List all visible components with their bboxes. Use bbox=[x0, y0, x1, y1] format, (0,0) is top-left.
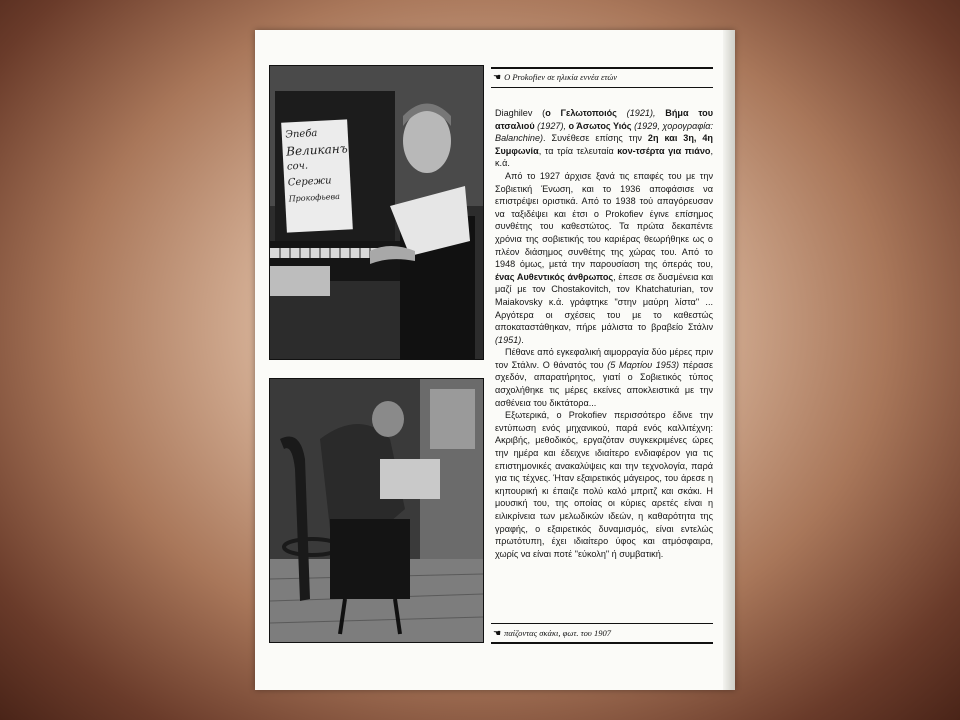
chess-scene-illustration bbox=[270, 379, 483, 642]
score-handwriting bbox=[285, 124, 349, 207]
pointing-hand-icon: ☚ bbox=[493, 72, 502, 82]
page-binding-edge bbox=[723, 30, 735, 690]
caption-top bbox=[493, 72, 617, 83]
caption-bottom-text: παίζοντας σκάκι, φωτ. του 1907 bbox=[504, 628, 611, 638]
caption-bottom bbox=[493, 628, 611, 639]
piano-scene-illustration bbox=[270, 66, 483, 359]
scanned-page bbox=[255, 30, 735, 690]
top-rule bbox=[491, 67, 713, 69]
caption-top-text: O Prokofiev σε ηλικία εννέα ετών bbox=[504, 72, 618, 82]
paragraph-3: Πέθανε από εγκεφαλική αιμορραγία δύο μέρες πριν τον Στάλιν. Ο θάνατός του (5 Μαρτίου 1953) πέρασε σχεδόν, απαρατήρητος, γιατί ο Σοβιετικός τύπος ασχολήθηκε τις μέρες εκείνες αποκλειστικά με την ασθένεια του δικτάτορα... bbox=[495, 347, 714, 408]
score-line: Прокофьева bbox=[288, 191, 341, 204]
bottom-caption-rule bbox=[491, 623, 713, 624]
photo-boy-at-piano bbox=[269, 65, 484, 360]
article-body bbox=[495, 107, 713, 560]
score-line: Сережи bbox=[287, 175, 332, 189]
score-line: Великанъ bbox=[285, 141, 349, 159]
paragraph-4: Εξωτερικά, ο Prokofiev περισσότερο έδινε την εντύπωση ενός μηχανικού, παρά ενός καλλιτέχνη: Ακριβής, μεθοδικός, εργαζόταν συγκεκριμένες ώρες την ημέρα και έδειχνε ιδιαίτερο ενδιαφέρον για τις επιστημονικές ανακαλύψεις και την τεχνολογία, παρά για τις τέχνες. Ήταν εξαιρετικός μάγειρος, του άρεσε η κηπουρική κι έπαιζε πολύ καλό μπριτζ και σκάκι. Η μουσική του, της οποίας οι κύριες αρετές είναι η ειλικρίνεια των μελωδικών ιδεών, η καθαρότητα της γραφής, ο εξαιρετικός δυναμισμός, είναι εντελώς πρωτότυπη, έχει ιδιαίτερο ύφος και ατμόσφαιρα, χωρίς να είναι ποτέ "εύκολη" ή συμβατική. bbox=[495, 410, 713, 559]
bottom-rule bbox=[491, 642, 713, 644]
caption-rule bbox=[491, 87, 713, 88]
score-line: Эпеба bbox=[285, 127, 318, 141]
photo-playing-chess bbox=[269, 378, 484, 643]
paragraph-2: Από το 1927 άρχισε ξανά τις επαφές του με την Σοβιετική Ένωση, και το 1936 αποφάσισε να επιστρέψει οριστικά. Από το 1938 τού απαγόρευσαν να ταξιδέψει και έτσι ο Prokofiev έγινε επίσημος συνθέτης του καθεστώτος. Τα πρώτα δεκαπέντε χρόνια της σοβιετικής του καριέρας θεωρήθηκε ως ο πλέον διάσημος συνθέτης της χώρας του. Από το 1948 όμως, μετά την παρουσίαση της όπεράς του, ένας Αυθεντικός άνθρωπος, έπεσε σε δυσμένεια και μαζί με τον Chostakovitch, τον Khatchaturian, τον Maiakovsky κ.ά. γράφτηκε "στην μαύρη λίστα" ... Αργότερα οι σχέσεις του με το καθεστώς αποκαταστάθηκαν, πήρε μάλιστα το βραβείο Στάλιν (1951). bbox=[495, 170, 714, 345]
paragraph-1: Diaghilev (ο Γελωτοποιός (1921), Βήμα του ατσαλιού (1927), ο Άσωτος Υιός (1929, χορογραφία: Balanchine). Συνέθεσε επίσης την 2η και 3η, 4η Συμφωνία, τα τρία τελευταία κον-τσέρτα για πιάνο, κ.ά. bbox=[495, 108, 713, 169]
pointing-hand-icon: ☚ bbox=[493, 628, 502, 638]
score-line: соч. bbox=[286, 160, 309, 173]
